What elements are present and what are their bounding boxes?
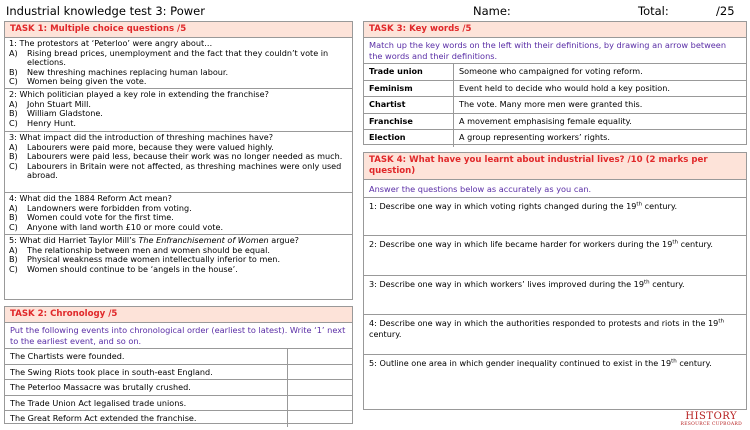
question-stem: 2: Which politician played a key role in extending the franchise?	[9, 89, 269, 99]
task4-question-3[interactable]: 3: Describe one way in which workers’ lives improved during the 19th century.	[364, 276, 746, 315]
option-a[interactable]: A) Landowners were forbidden from voting.	[9, 202, 192, 213]
task1-question-3	[5, 132, 352, 193]
event-text: The Chartists were founded.	[5, 349, 288, 364]
chronology-row	[5, 411, 352, 427]
chronology-row	[5, 349, 352, 365]
order-answer-cell[interactable]	[288, 365, 352, 380]
name-label: Name:	[473, 4, 511, 18]
option-a[interactable]: A) Rising bread prices, unemployment and the fact that they couldn’t vote in elections.	[9, 47, 329, 68]
key-word: Chartist	[364, 97, 454, 113]
chronology-row	[5, 365, 352, 381]
task1-question-1	[5, 38, 352, 89]
task4-question-2[interactable]: 2: Describe one way in which life became harder for workers during the 19th century.	[364, 236, 746, 276]
option-a[interactable]: A) John Stuart Mill.	[9, 98, 91, 109]
key-word: Feminism	[364, 81, 454, 97]
option-b[interactable]: B) New threshing machines replacing human labour.	[9, 66, 229, 77]
event-text: The Trade Union Act legalised trade unions.	[5, 396, 288, 411]
task4-question-1[interactable]: 1: Describe one way in which voting rights changed during the 19th century.	[364, 198, 746, 236]
question-stem: 4: What did the 1884 Reform Act mean?	[9, 193, 172, 203]
definition: A movement emphasising female equality.	[459, 115, 632, 126]
key-word: Election	[364, 130, 454, 147]
key-word-row	[364, 130, 746, 147]
order-answer-cell[interactable]	[288, 396, 352, 411]
history-resource-cupboard-logo: HISTORY RESOURCE CUPBOARD	[680, 411, 742, 427]
total-label: Total:	[638, 4, 669, 18]
order-answer-cell[interactable]	[288, 411, 352, 427]
book-title: The Enfranchisement of Women	[138, 235, 269, 245]
total-value: /25	[716, 4, 735, 18]
chronology-row	[5, 380, 352, 396]
task2-instructions: Put the following events into chronological order (earliest to latest). Write ‘1’ next to the earliest event, and so on.	[5, 323, 352, 349]
option-c[interactable]: C) Women being given the vote.	[9, 76, 147, 87]
option-b[interactable]: B) Labourers were paid less, because their work was no longer needed as much.	[9, 151, 343, 162]
task1-box	[4, 21, 353, 300]
page-title: Industrial knowledge test 3: Power	[6, 4, 205, 18]
question-stem: 3: What impact did the introduction of threshing machines have?	[9, 132, 274, 142]
task4-question-4[interactable]: 4: Describe one way in which the authorities responded to protests and riots in the 19th century.	[364, 315, 746, 355]
chronology-table	[5, 349, 352, 427]
task3-box	[363, 21, 747, 145]
definition: The vote. Many more men were granted this.	[459, 99, 643, 109]
task2-box	[4, 306, 353, 424]
event-text: The Peterloo Massacre was brutally crushed.	[5, 380, 288, 395]
task4-question-5[interactable]: 5: Outline one area in which gender inequality continued to exist in the 19th century.	[369, 358, 712, 368]
key-word: Franchise	[364, 114, 454, 130]
header-bar	[6, 2, 744, 20]
task4-box	[363, 152, 747, 410]
option-b[interactable]: B) Women could vote for the first time.	[9, 212, 174, 223]
option-c[interactable]: C) Women should continue to be ‘angels in the house’.	[9, 263, 238, 274]
question-stem: 5: What did Harriet Taylor Mill’s The Enfranchisement of Women argue?	[9, 235, 299, 245]
task1-question-5	[5, 235, 352, 276]
definition: A group representing workers’ rights.	[459, 132, 610, 142]
option-c[interactable]: C) Anyone with land worth £10 or more could vote.	[9, 221, 224, 232]
option-b[interactable]: B) Physical weakness made women intellectually inferior to men.	[9, 254, 281, 265]
definition: Someone who campaigned for voting reform.	[459, 66, 643, 76]
task2-heading: TASK 2: Chronology /5	[5, 307, 352, 323]
key-word-row	[364, 81, 746, 98]
option-a[interactable]: A) Labourers were paid more, because they were valued highly.	[9, 141, 274, 152]
definition: Event held to decide who would hold a key position.	[459, 82, 670, 93]
task1-question-4	[5, 193, 352, 235]
task3-instructions: Match up the key words on the left with their definitions, by drawing an arrow between the words and their definitions.	[364, 38, 746, 64]
key-word-row	[364, 97, 746, 114]
order-answer-cell[interactable]	[288, 380, 352, 395]
question-stem: 1: The protestors at ‘Peterloo’ were angry about…	[9, 38, 213, 48]
event-text: The Swing Riots took place in south-east England.	[5, 365, 288, 380]
task4-heading: TASK 4: What have you learnt about industrial lives? /10 (2 marks per question)	[364, 153, 746, 180]
option-c[interactable]: C) Labourers in Britain were not affected, as threshing machines were only used abroad.	[9, 160, 342, 181]
option-a[interactable]: A) The relationship between men and women should be equal.	[9, 244, 270, 255]
chronology-row	[5, 396, 352, 412]
key-word-row	[364, 64, 746, 81]
task3-heading: TASK 3: Key words /5	[364, 22, 746, 38]
key-word: Trade union	[364, 64, 454, 80]
option-c[interactable]: C) Henry Hunt.	[9, 117, 76, 128]
task1-question-2	[5, 89, 352, 132]
option-b[interactable]: B) William Gladstone.	[9, 108, 103, 119]
key-word-row	[364, 114, 746, 131]
event-text: The Great Reform Act extended the franchise.	[5, 411, 288, 427]
task1-heading: TASK 1: Multiple choice questions /5	[5, 22, 352, 38]
task4-instructions: Answer the questions below as accurately as you can.	[364, 180, 746, 198]
key-words-table	[364, 64, 746, 147]
order-answer-cell[interactable]	[288, 349, 352, 364]
